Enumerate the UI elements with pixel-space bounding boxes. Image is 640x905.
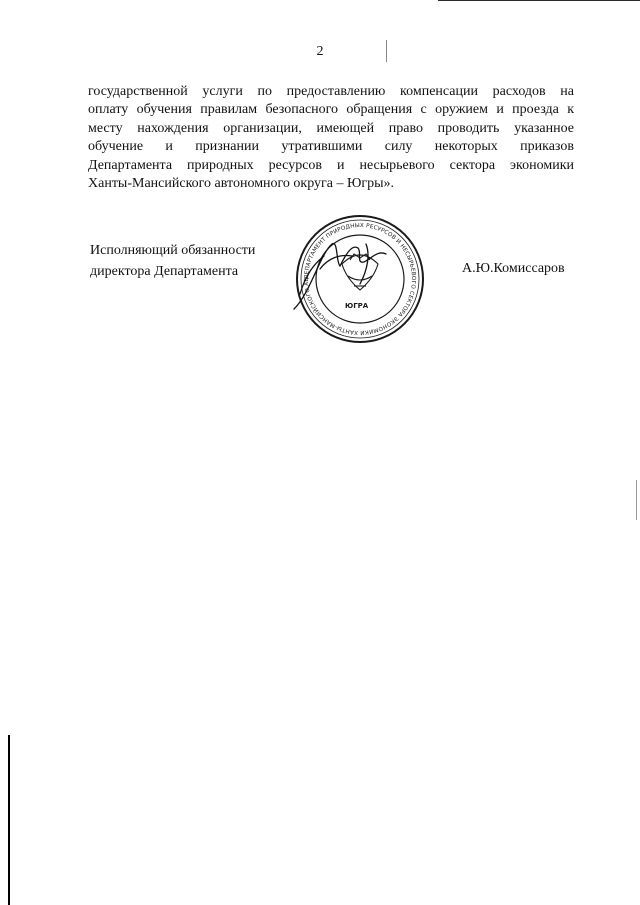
scan-edge-left xyxy=(8,735,10,905)
body-line: Ханты-Мансийского автономного округа – Югры». xyxy=(88,176,395,192)
body-line: Департамента природных ресурсов и несырьевого сектора экономики xyxy=(88,157,574,173)
seal-inner-text: ЮГРА xyxy=(345,302,369,310)
scan-edge-top xyxy=(438,0,640,1)
seal-outer-text: ДЕПАРТАМЕНТ ПРИРОДНЫХ РЕСУРСОВ И НЕСЫРЬЕВОГО СЕКТОРА ЭКОНОМИКИ ХАНТЫ-МАНСИЙСКОГО АВ xyxy=(303,222,417,336)
body-line: государственной услуги по предоставлению компенсации расходов на xyxy=(88,84,574,99)
seal-stamp-icon xyxy=(280,214,440,344)
scan-mark-right xyxy=(636,480,637,520)
body-line: обучение и признании утратившими силу некоторых приказов xyxy=(88,139,574,155)
body-line: оплату обучения правилам безопасного обращения с оружием и проезда к xyxy=(88,102,574,118)
body-paragraph xyxy=(88,83,574,193)
official-seal xyxy=(280,214,440,344)
signer-name: А.Ю.Комиссаров xyxy=(462,261,565,276)
signer-title-line: директора Департамента xyxy=(90,264,239,279)
page-number: 2 xyxy=(316,44,324,59)
body-line: месту нахождения организации, имеющей право проводить указанное xyxy=(88,120,574,136)
signer-title-line: Исполняющий обязанности xyxy=(90,243,256,258)
signer-title xyxy=(90,240,255,282)
